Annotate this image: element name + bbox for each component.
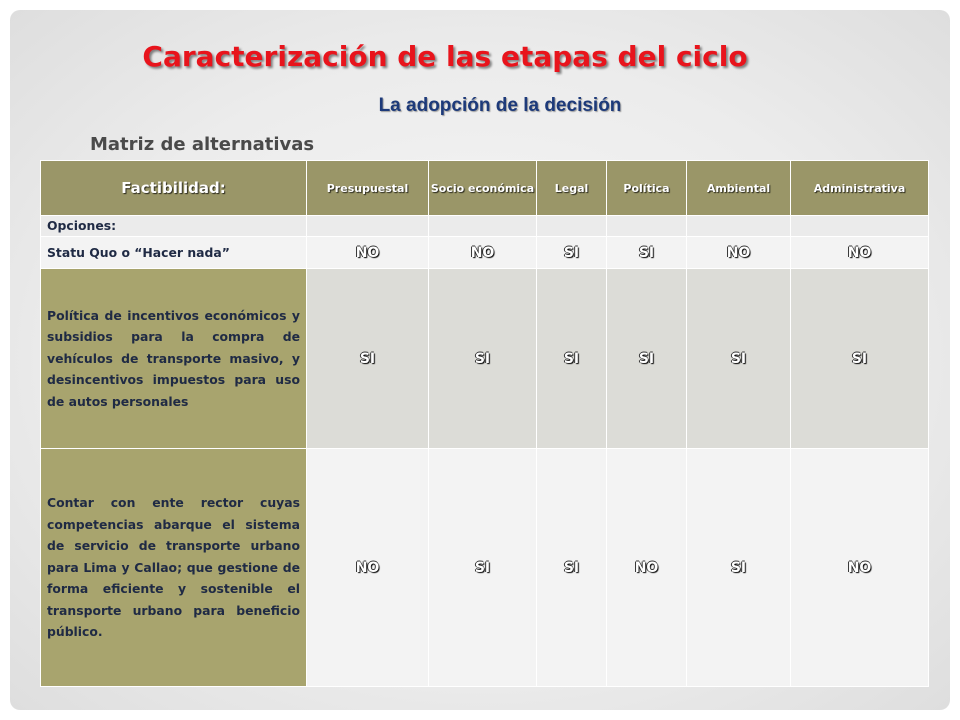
table-row (41, 269, 929, 449)
cell-value: NO (307, 237, 429, 269)
cell-value (607, 216, 687, 237)
header-politica: Política (607, 161, 687, 216)
cell-value (307, 216, 429, 237)
cell-value: NO (791, 237, 929, 269)
cell-value: SI (537, 269, 607, 449)
option-label: Opciones: (41, 216, 307, 237)
cell-value: SI (307, 269, 429, 449)
header-factibilidad: Factibilidad: (41, 161, 307, 216)
header-presupuestal: Presupuestal (307, 161, 429, 216)
header-administrativa: Administrativa (791, 161, 929, 216)
cell-value (687, 216, 791, 237)
cell-value: SI (791, 269, 929, 449)
header-row (41, 161, 929, 216)
cell-value (537, 216, 607, 237)
cell-value: SI (687, 269, 791, 449)
option-label: Statu Quo o “Hacer nada” (41, 237, 307, 269)
table-row (41, 216, 929, 237)
cell-value: NO (687, 237, 791, 269)
slide-subtitle: La adopción de la decisión (378, 95, 622, 116)
cell-value: SI (429, 449, 537, 687)
cell-value: NO (791, 449, 929, 687)
table-row (41, 237, 929, 269)
alternatives-matrix (40, 160, 929, 687)
header-legal: Legal (537, 161, 607, 216)
cell-value: SI (607, 237, 687, 269)
table-row (41, 449, 929, 687)
cell-value: NO (307, 449, 429, 687)
option-label: Contar con ente rector cuyas competencias abarque el sistema de servicio de transporte urbano para Lima y Callao; que gestione de forma eficiente y sostenible el transporte urbano para beneficio público. (41, 449, 307, 687)
cell-value: SI (537, 449, 607, 687)
cell-value: SI (429, 269, 537, 449)
header-ambiental: Ambiental (687, 161, 791, 216)
header-socio-economica: Socio económica (429, 161, 537, 216)
cell-value (791, 216, 929, 237)
cell-value (429, 216, 537, 237)
cell-value: NO (429, 237, 537, 269)
option-label: Política de incentivos económicos y subsidios para la compra de vehículos de transporte masivo, y desincentivos impuestos para uso de autos personales (41, 269, 307, 449)
cell-value: NO (607, 449, 687, 687)
matrix-label: Matriz de alternativas (90, 134, 315, 155)
cell-value: SI (607, 269, 687, 449)
cell-value: SI (537, 237, 607, 269)
cell-value: SI (687, 449, 791, 687)
slide-title: Caracterización de las etapas del ciclo (142, 40, 748, 73)
